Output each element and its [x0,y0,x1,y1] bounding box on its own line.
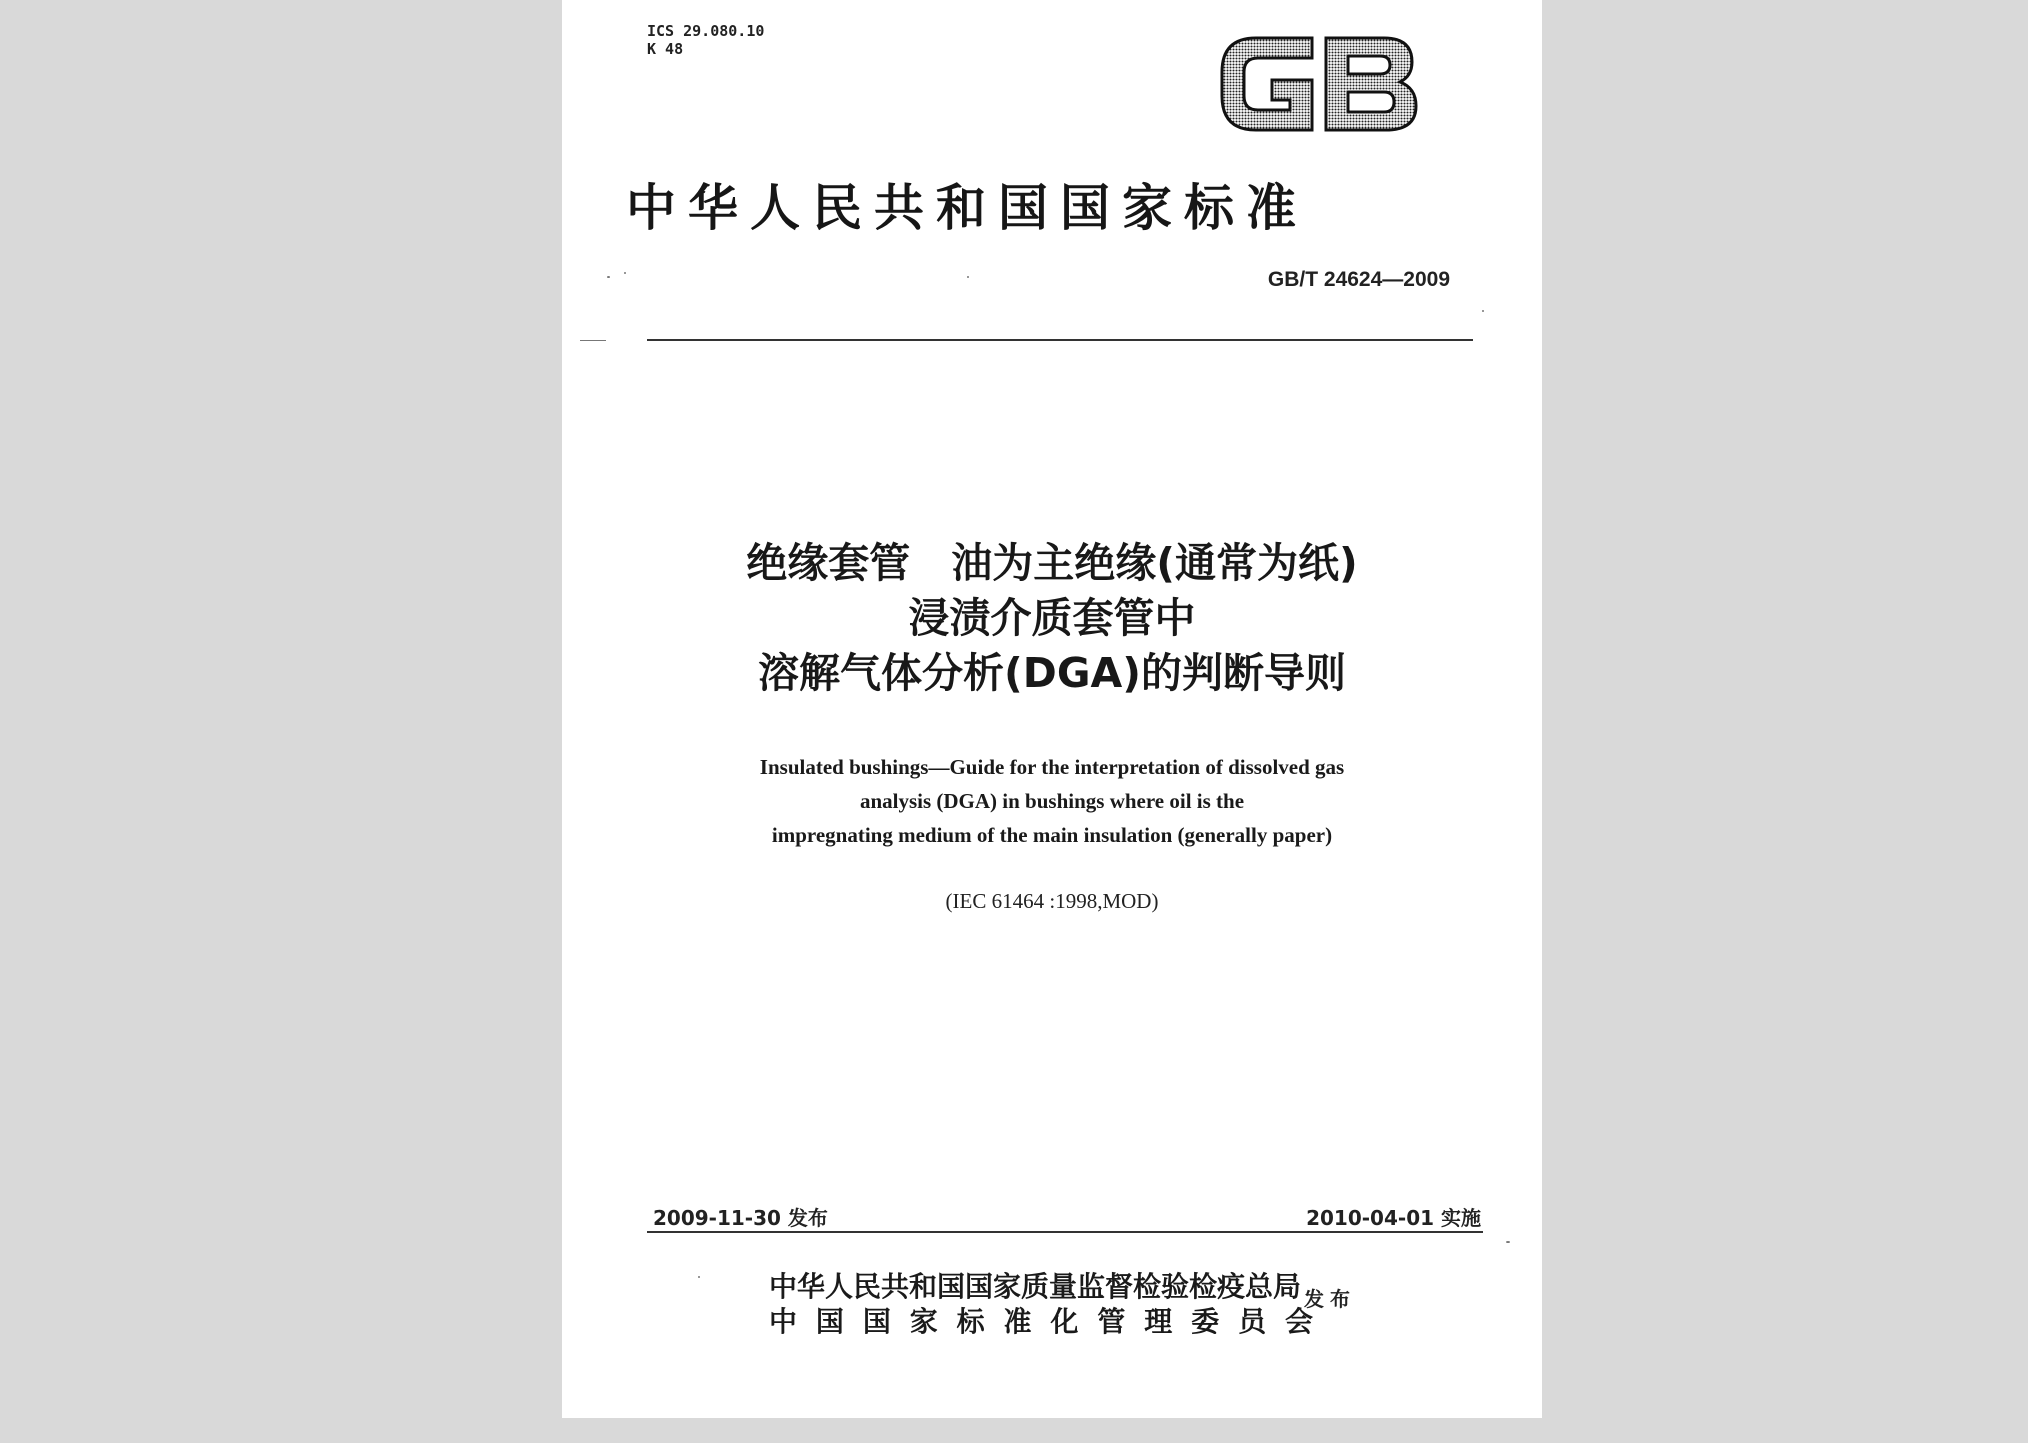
issuer-char: 家 [909,1305,938,1338]
scan-speck [624,272,626,274]
scan-speck [580,340,606,341]
scan-speck [607,276,610,278]
scan-speck [698,1276,700,1278]
issuer-char: 会 [1284,1305,1313,1338]
header-divider [647,339,1473,341]
english-title [562,750,1542,852]
iec-reference: (IEC 61464 :1998,MOD) [945,889,1159,913]
scan-speck [967,276,969,278]
chinese-title-line-1: 绝缘套管 油为主绝缘(通常为纸) [746,539,1358,587]
issuer-char: 委 [1191,1305,1220,1338]
issuer-sac [769,1300,1313,1340]
chinese-title [562,536,1542,701]
issuer-aqsiq: 中华人民共和国国家质量监督检验检疫总局 [769,1270,1302,1303]
issuer-char: 管 [1097,1305,1126,1338]
chinese-title-line-3: 溶解气体分析(DGA)的判断导则 [758,649,1346,697]
chinese-title-line-2: 浸渍介质套管中 [908,594,1196,642]
issuer-char: 化 [1050,1305,1079,1338]
classification-codes [647,22,764,58]
ics-code: ICS 29.080.10 [647,22,765,40]
issuer-char: 员 [1238,1305,1267,1338]
scan-speck [1506,1241,1510,1243]
english-title-line-1: Insulated bushings—Guide for the interpretation of dissolved gas [759,755,1345,779]
standard-cover-page [562,0,1542,1418]
publish-label: 发布 [1304,1287,1356,1311]
issue-date: 2009-11-30 发布 [653,1206,828,1230]
ccs-code: K 48 [647,40,684,58]
english-title-line-3: impregnating medium of the main insulation (generally paper) [771,823,1333,847]
issuer-char: 中 [769,1305,798,1338]
issuer-char: 标 [956,1305,985,1338]
issuer-char: 国 [815,1305,844,1338]
scan-speck [1482,310,1484,312]
state-standard-title: 中华人民共和国国家标准 [626,179,1308,237]
implementation-date: 2010-04-01 实施 [1306,1206,1481,1230]
gb-logo [1214,30,1422,138]
standard-number: GB/T 24624—2009 [1267,268,1450,291]
english-title-line-2: analysis (DGA) in bushings where oil is the [859,789,1245,813]
issuer-char: 理 [1144,1305,1173,1338]
issuer-char: 国 [862,1305,891,1338]
footer-divider [647,1231,1483,1233]
issuer-char: 准 [1003,1305,1032,1338]
